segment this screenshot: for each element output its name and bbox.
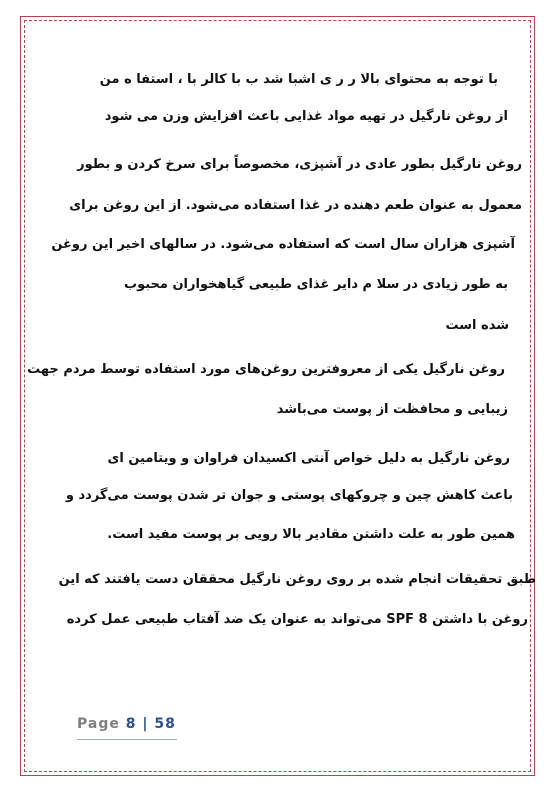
paragraph-2-line-3: آشپزی هزاران سال است که استفاده می‌شود. در سالهای اخیر این روغن	[51, 237, 515, 252]
paragraph-4-line-1: روغن نارگیل به دلیل خواص آنتی اکسیدان فراوان و ویتامین ای	[107, 451, 510, 466]
paragraph-2-line-2: معمول به عنوان طعم دهنده در غذا استفاده می‌شود. از این روغن برای	[69, 198, 522, 213]
paragraph-2-line-5: شده است	[445, 318, 509, 333]
paragraph-5-line-2: روغن با داشتن SPF 8 می‌تواند به عنوان یک ضد آفتاب طبیعی عمل کرده	[66, 612, 528, 627]
paragraph-2-line-4: به طور زیادی در سلا م دایر غذای طبیعی گیاهخواران محبوب	[124, 277, 508, 292]
paragraph-3-line-2: زیبایی و محافظت از پوست می‌باشد	[276, 402, 508, 417]
page-separator: |	[142, 716, 149, 732]
paragraph-1-line-2: از روغن نارگیل در تهیه مواد غذایی باعث افزایش وزن می شود	[104, 109, 508, 124]
paragraph-1-line-1: با توجه به محتوای بالا ر ر ی اشبا شد ب با کالر با ، استفا ه من	[99, 72, 498, 87]
paragraph-4-line-2: باعث کاهش چین و چروکهای پوستی و جوان تر شدن پوست می‌گردد و	[65, 488, 513, 503]
page-word: Page	[77, 716, 120, 732]
total-pages: 58	[154, 716, 176, 732]
paragraph-5-line-1: طبق تحقیقات انجام شده بر روی روغن نارگیل محققان دست یافتند که این	[58, 572, 536, 587]
paragraph-3-line-1: روغن نارگیل یکی از معروفترین روغن‌های مورد استفاده توسط مردم جهت	[27, 362, 505, 377]
footer-underline	[77, 739, 177, 740]
page-border	[20, 16, 535, 776]
paragraph-4-line-3: همین طور به علت داشتن مقادیر بالا رویی بر پوست مفید است.	[107, 527, 515, 542]
page-number: 8	[125, 716, 137, 732]
paragraph-2-line-1: روغن نارگیل بطور عادی در آشپزی، مخصوصاً برای سرخ کردن و بطور	[77, 157, 522, 172]
page-footer	[77, 716, 176, 732]
